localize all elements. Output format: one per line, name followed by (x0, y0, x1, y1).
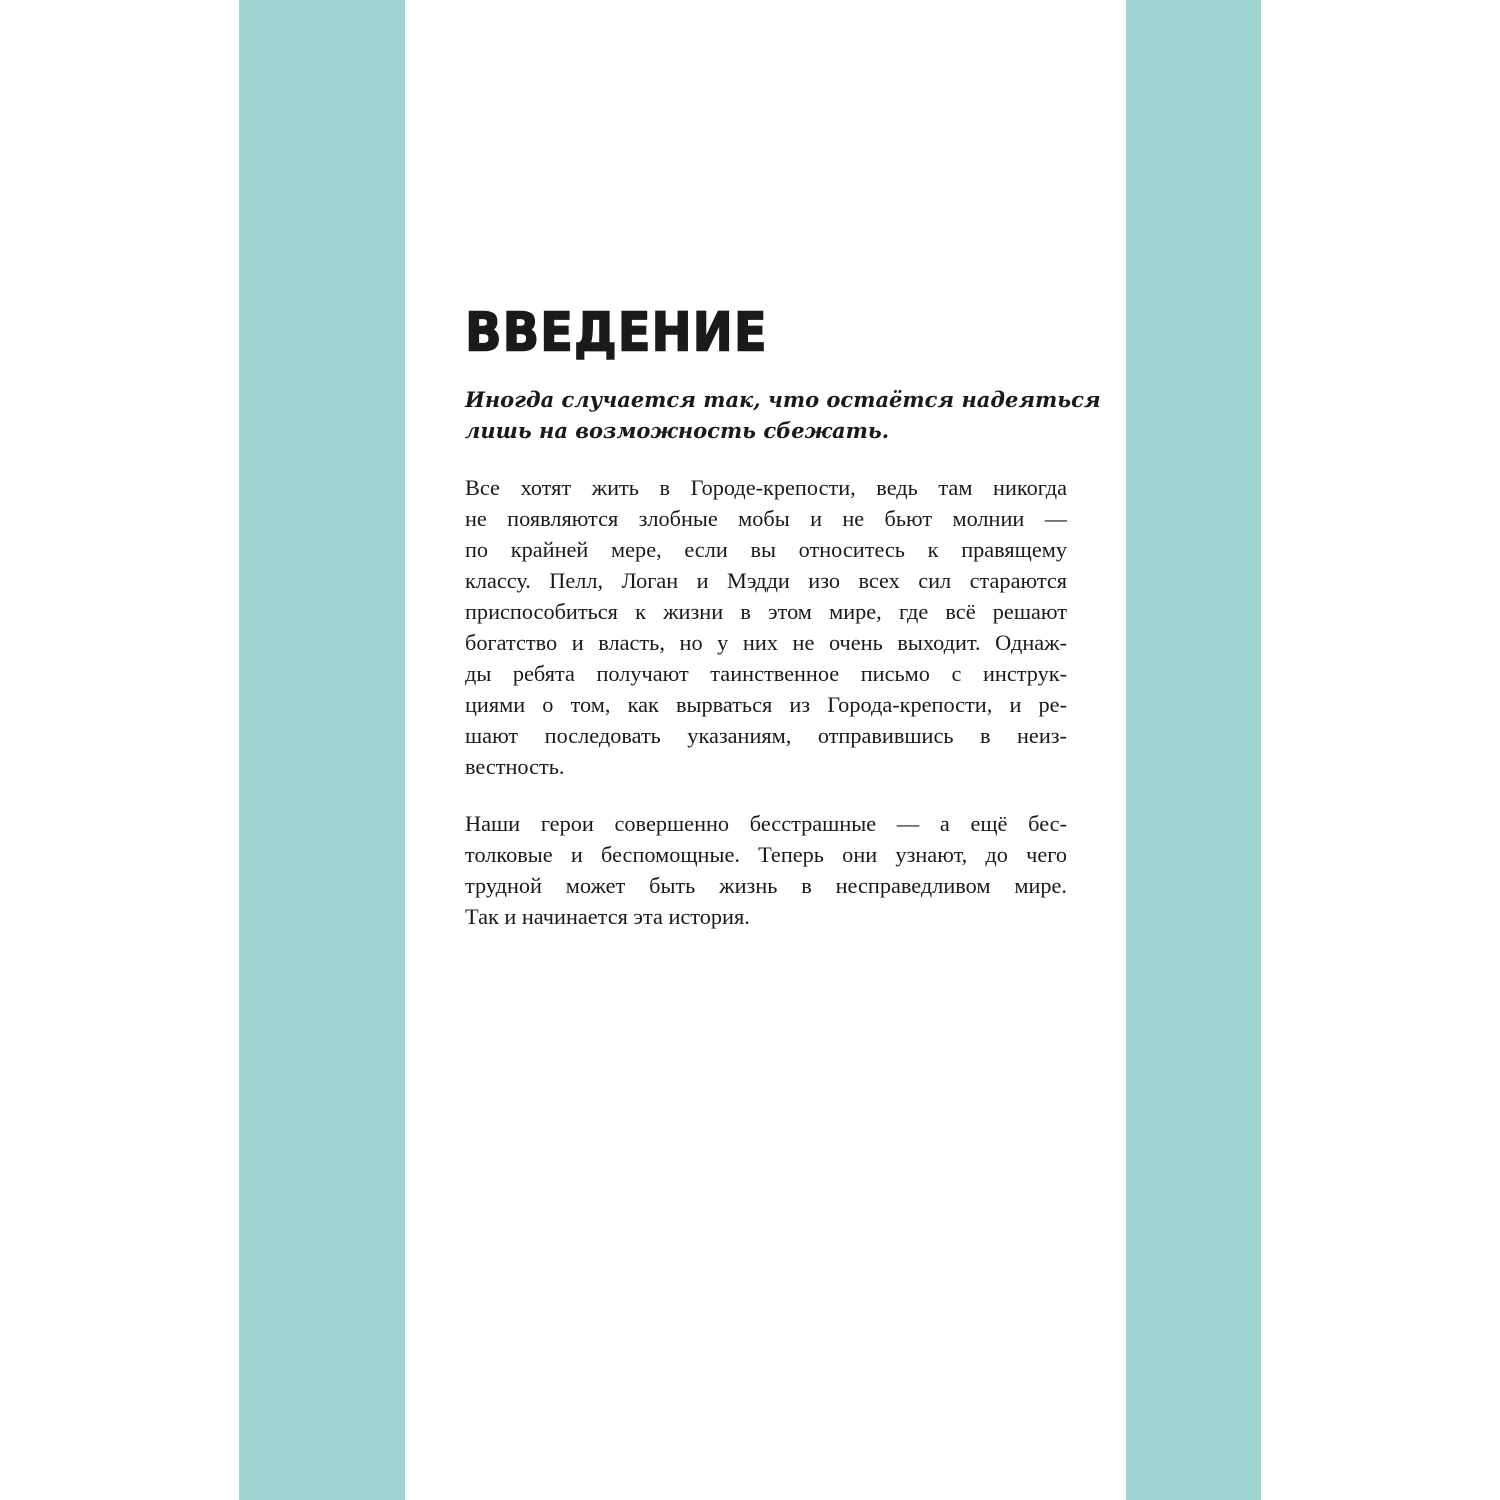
paragraph1-line: богатство и власть, но у них не очень выходит. Однаж- (465, 630, 1067, 655)
paragraph2-line: Так и начинается эта история. (465, 904, 750, 929)
paragraph1-line: классу. Пелл, Логан и Мэдди изо всех сил стараются (465, 568, 1067, 593)
paragraph2-line: толковые и беспомощные. Теперь они узнают, до чего (465, 842, 1067, 867)
page-text-block (465, 300, 1101, 932)
paragraph2-line: Наши герои совершенно бесстрашные — а ещё бес- (465, 811, 1067, 836)
lead-paragraph (465, 384, 1101, 446)
paragraph1-line: Все хотят жить в Городе-крепости, ведь там никогда (465, 475, 1067, 500)
right-teal-stripe (1126, 0, 1261, 1500)
paragraph1-line: по крайней мере, если вы относитесь к правящему (465, 537, 1067, 562)
left-teal-stripe (239, 0, 405, 1500)
paragraph1-line: циями о том, как вырваться из Города-крепости, и ре- (465, 692, 1067, 717)
paragraph1-line: ды ребята получают таинственное письмо с инструк- (465, 661, 1067, 686)
paragraph1-line: вестность. (465, 754, 565, 779)
paragraph2-line: трудной может быть жизнь в несправедливом мире. (465, 873, 1067, 898)
paragraph1-line: приспособиться к жизни в этом мире, где всё решают (465, 599, 1067, 624)
paragraph1-line: шают последовать указаниям, отправившись в неиз- (465, 723, 1067, 748)
body-paragraph-2 (465, 808, 1067, 932)
paragraph1-line: не появляются злобные мобы и не бьют молнии — (465, 506, 1067, 531)
lead-line-2: лишь на возможность сбежать. (465, 418, 890, 443)
body-paragraph-1 (465, 472, 1067, 782)
lead-line-1: Иногда случается так, что остаётся надеяться (465, 387, 1101, 412)
page-heading: ВВЕДЕНИЕ (465, 301, 768, 364)
